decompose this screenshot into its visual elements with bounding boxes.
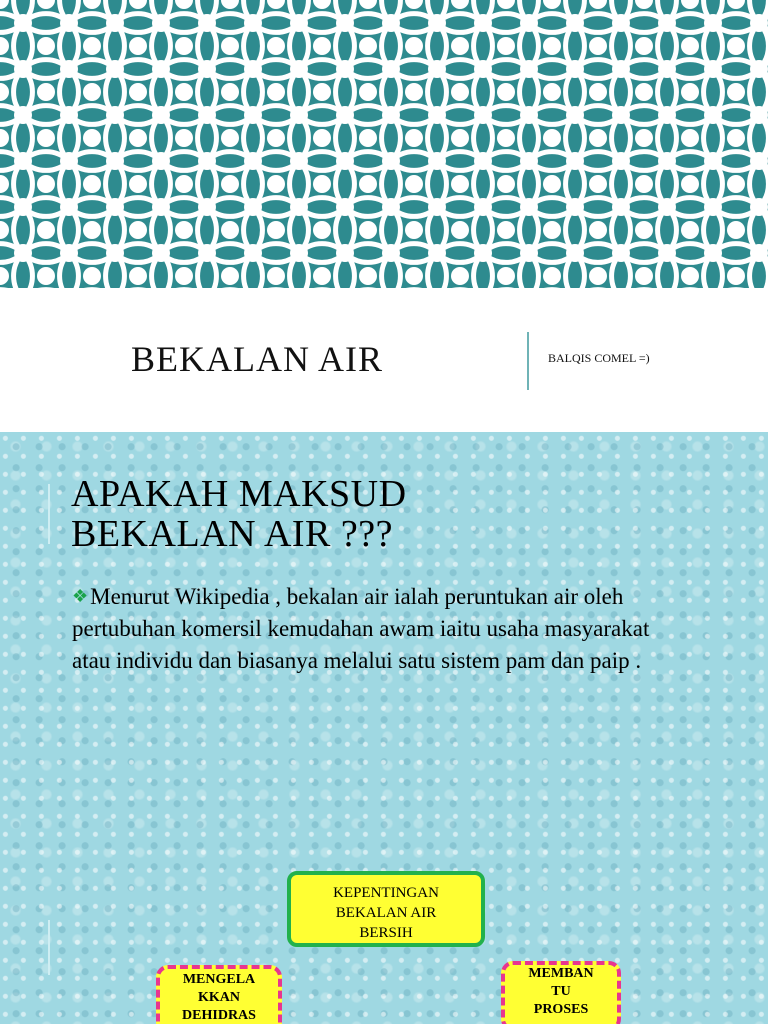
diagram-accent-bar: [48, 920, 50, 975]
left-box-line: KKAN: [198, 990, 240, 1005]
definition-text: Menurut Wikipedia , bekalan air ialah peruntukan air oleh pertubuhan komersil kemudahan awam iaitu usaha masyarakat atau individu dan biasanya melalui satu sistem pam dan paip .: [72, 584, 650, 673]
right-box-line: MEMBAN: [528, 966, 594, 981]
main-box-line: BEKALAN AIR: [335, 905, 437, 921]
slide-subtitle: BALQIS COMEL =): [548, 351, 650, 365]
diagram-left-box: [156, 965, 282, 1024]
heading-line-2: BEKALAN AIR ???: [71, 513, 393, 555]
title-slide: [0, 288, 768, 432]
title-divider: [527, 332, 529, 390]
geometric-pattern: [0, 0, 768, 288]
main-box-line: BERSIH: [359, 925, 413, 941]
slide-title: BEKALAN AIR: [131, 339, 383, 379]
diagram-right-box: [501, 961, 621, 1024]
left-box-line: DEHIDRAS: [182, 1008, 256, 1023]
diamond-bullet-icon: ❖: [72, 586, 89, 606]
right-box-line: TU: [551, 984, 571, 999]
heading-accent-bar: [48, 484, 50, 544]
content-slide: [0, 432, 768, 1024]
decorative-pattern-banner: [0, 0, 768, 288]
definition-paragraph: [72, 580, 672, 677]
diagram-main-box: [287, 871, 485, 947]
left-box-line: MENGELA: [182, 972, 256, 987]
main-box-line: KEPENTINGAN: [333, 885, 439, 901]
slide-heading: [71, 474, 407, 554]
right-box-line: PROSES: [533, 1002, 589, 1017]
heading-line-1: APAKAH MAKSUD: [71, 473, 407, 515]
